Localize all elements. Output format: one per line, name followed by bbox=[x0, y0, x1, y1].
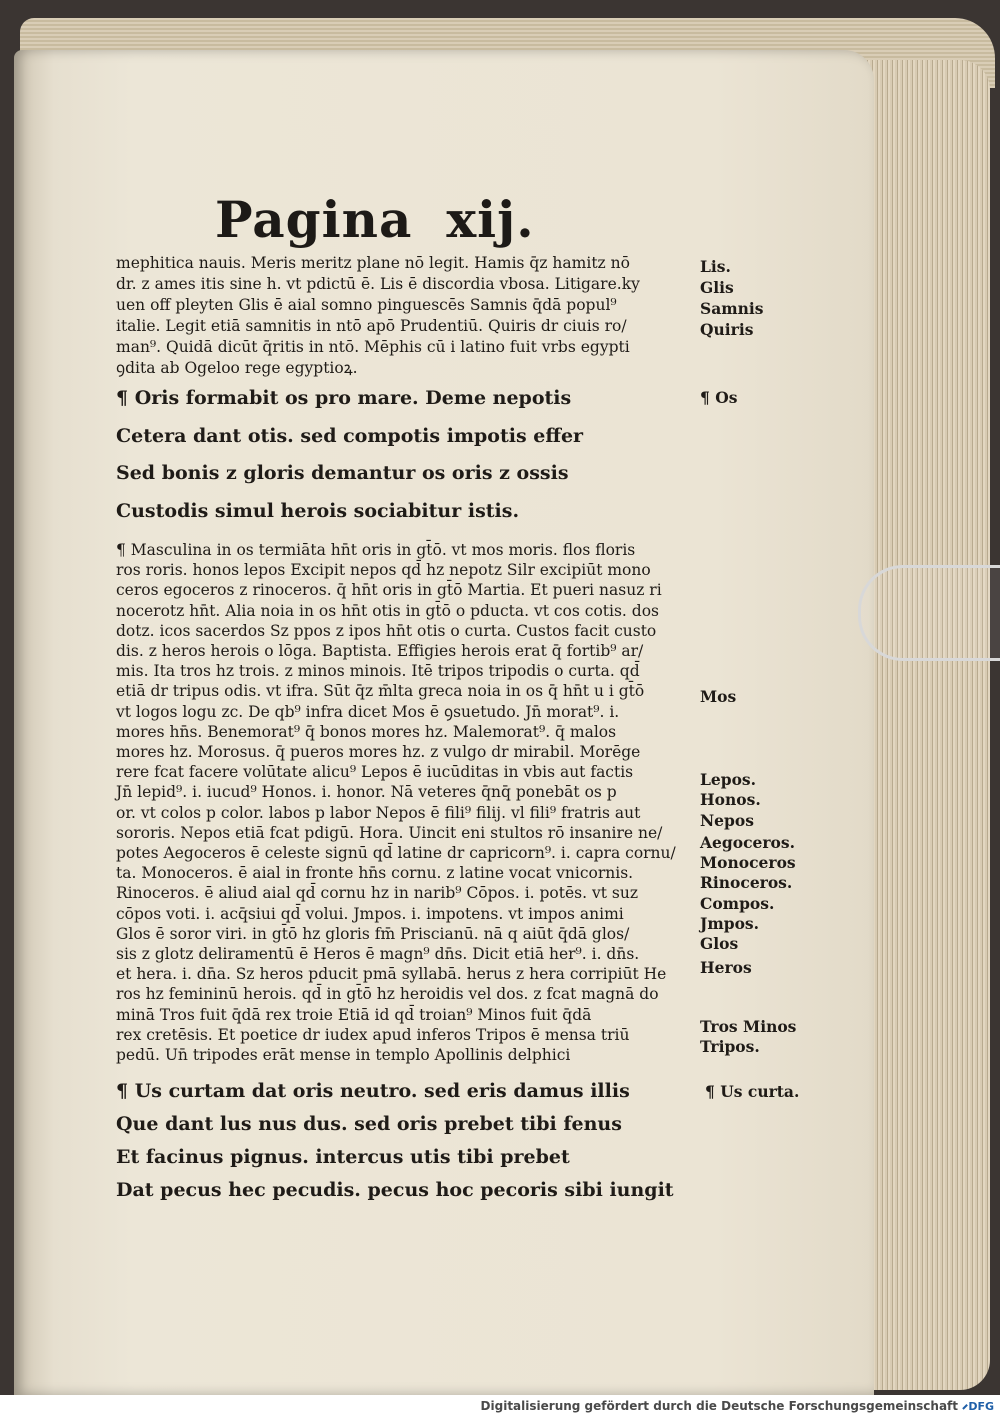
margin-note: Heros bbox=[700, 958, 752, 978]
verse-line: Custodis simul herois sociabitur istis. bbox=[116, 499, 520, 522]
text-line: dotz. icos sacerdos Sz ppos z ipos hn̄t otis o curta. Custos facit custo bbox=[116, 621, 657, 640]
text-line: or. vt colos p color. labos p labor Nepos ē fili⁹ filij. vl fili⁹ fratris aut bbox=[116, 803, 641, 822]
verse-line: Et facinus pignus. intercus utis tibi prebet bbox=[116, 1146, 570, 1168]
verse-line: ¶ Us curtam dat oris neutro. sed eris damus illis bbox=[116, 1080, 630, 1102]
margin-note: Aegoceros. bbox=[700, 832, 795, 852]
text-line: ceros egoceros z rinoceros. q̄ hn̄t oris in gt̄ō Martia. Et pueri nasuz ri bbox=[116, 581, 662, 600]
verse-line: ¶ Oris formabit os pro mare. Deme nepotis bbox=[116, 387, 572, 409]
text-line: mis. Ita tros hz trois. z minos minois. Itē tripos tripodis o curta. qd̄ bbox=[116, 662, 640, 681]
margin-note: Mos bbox=[700, 687, 737, 707]
margin-verse-note-1: ¶ Os bbox=[700, 388, 738, 407]
page-stack-fore-edge bbox=[860, 60, 990, 1390]
margin-note: Quiris bbox=[700, 320, 754, 339]
dfg-logo-icon bbox=[964, 1398, 994, 1415]
dfg-logo-text: DFG bbox=[968, 1400, 994, 1413]
margin-note: Tros Minos bbox=[700, 1016, 797, 1036]
text-line: rex cretēsis. Et poetice dr iudex apud inferos Tripos ē mensa triū bbox=[116, 1025, 630, 1044]
text-line: pedū. Un̄ tripodes erāt mense in templo Apollinis delphici bbox=[116, 1046, 571, 1065]
text-line: vt logos logu zc. De qb⁹ infra dicet Mos ē ꝯsuetudo. Jn̄ morat⁹. i. bbox=[116, 702, 620, 721]
text-line: dr. z ames itis sine h. vt pdictū ē. Lis ē discordia vbosa. Litigare.ky bbox=[116, 275, 640, 294]
text-line: dis. z heros herois o lōga. Baptista. Effigies herois erat q̄ fortib⁹ ar/ bbox=[116, 642, 644, 661]
text-block-2 bbox=[116, 540, 676, 1065]
text-line: ros roris. honos lepos Excipit nepos qd̄ hz nepotz Silr excipiūt mono bbox=[116, 561, 651, 580]
text-line: italie. Legit etiā samnitis in ntō apō Prudentiū. Quiris dr ciuis ro/ bbox=[116, 317, 627, 336]
margin-note: Honos. bbox=[700, 790, 761, 810]
text-line: minā Tros fuit q̄dā rex troie Etiā id qd̄ troian⁹ Minos fuit q̄dā bbox=[116, 1005, 592, 1024]
text-line: ꝯdita ab Ogeloo rege egyptioꝝ. bbox=[116, 359, 358, 378]
margin-note: Tripos. bbox=[700, 1036, 760, 1056]
page-clip bbox=[858, 565, 1000, 661]
text-line: nocerotz hn̄t. Alia noia in os hn̄t otis in gt̄ō o pducta. vt cos cotis. dos bbox=[116, 601, 659, 620]
margin-note: Glos bbox=[700, 933, 739, 953]
verse-line: Dat pecus hec pecudis. pecus hoc pecoris sibi iungit bbox=[116, 1179, 674, 1201]
text-line: uen off pleyten Glis ē aial somno pinguescēs Samnis q̄dā popul⁹ bbox=[116, 296, 617, 315]
margin-verse-note-2: ¶ Us curta. bbox=[705, 1082, 800, 1101]
text-line: Jn̄ lepid⁹. i. iucud⁹ Honos. i. honor. Nā veteres q̄nq̄ ponebāt os p bbox=[116, 783, 617, 802]
text-line: mores hn̄s. Benemorat⁹ q̄ bonos mores hz. Malemorat⁹. q̄ malos bbox=[116, 722, 617, 741]
footer-bar bbox=[0, 1395, 1000, 1419]
verse-line: Sed bonis z gloris demantur os oris z ossis bbox=[116, 462, 569, 484]
verse-line: Que dant lus nus dus. sed oris prebet tibi fenus bbox=[116, 1113, 622, 1135]
text-line: man⁹. Quidā dicūt q̄ritis in ntō. Mēphis cū i latino fuit vrbs egypti bbox=[116, 338, 630, 357]
text-line: sis z glotz deliramentū ē Heros ē magn⁹ dn̄s. Dicit etiā her⁹. i. dn̄s. bbox=[116, 945, 640, 964]
margin-note: Jmpos. bbox=[700, 913, 760, 933]
footer-credit: Digitalisierung gefördert durch die Deutsche Forschungsgemeinschaft bbox=[480, 1399, 958, 1413]
header-page-number: xij. bbox=[446, 190, 535, 249]
verse-block-1 bbox=[116, 380, 583, 530]
text-line: mephitica nauis. Meris meritz plane nō legit. Hamis q̄z hamitz nō bbox=[116, 254, 630, 272]
text-line: ¶ Masculina in os termiāta hn̄t oris in gt̄ō. vt mos moris. flos floris bbox=[116, 541, 636, 559]
margin-note: Nepos bbox=[700, 810, 754, 830]
text-line: Rinoceros. ē aliud aial qd̄ cornu hz in narib⁹ Cōpos. i. potēs. vt suz bbox=[116, 884, 638, 903]
margin-note: Glis bbox=[700, 278, 734, 297]
text-line: mores hz. Morosus. q̄ pueros mores hz. z vulgo dr mirabil. Morēge bbox=[116, 743, 641, 762]
text-line: ta. Monoceros. ē aial in fronte hn̄s cornu. z latine vocat vnicornis. bbox=[116, 864, 634, 883]
dfg-logo-mark bbox=[962, 1404, 968, 1410]
text-line: potes Aegoceros ē celeste signū qd̄ latine dr capricorn⁹. i. capra cornu/ bbox=[116, 844, 676, 863]
text-line: Glos ē soror viri. in gt̄ō hz gloris fm̄ Priscianū. nā q aiūt q̄dā glos/ bbox=[116, 924, 630, 943]
margin-note: Compos. bbox=[700, 893, 775, 913]
margin-note: Monoceros bbox=[700, 853, 796, 873]
text-line: rere fcat facere volūtate alicu⁹ Lepos ē iucūditas in vbis aut factis bbox=[116, 763, 634, 782]
verse-line: Cetera dant otis. sed compotis impotis effer bbox=[116, 424, 584, 447]
text-block-1 bbox=[116, 253, 640, 380]
verse-block-2 bbox=[116, 1075, 674, 1207]
text-line: cōpos voti. i. acq̄siui qd̄ volui. Jmpos. i. impotens. vt impos animi bbox=[116, 904, 624, 923]
page-header bbox=[215, 190, 535, 249]
text-line: sororis. Nepos etiā fcat pdigū. Hora. Uincit eni stultos rō insanire ne/ bbox=[116, 823, 663, 842]
text-line: et hera. i. dn̄a. Sz heros pducit pmā syllabā. herus z hera corripiūt He bbox=[116, 965, 667, 984]
margin-notes-1 bbox=[700, 256, 764, 340]
margin-note: Lepos. bbox=[700, 770, 757, 790]
header-title: Pagina bbox=[215, 190, 413, 249]
margin-note: Lis. bbox=[700, 257, 731, 276]
margin-note: Rinoceros. bbox=[700, 873, 793, 893]
margin-note: Samnis bbox=[700, 299, 764, 318]
text-line: etiā dr tripus odis. vt ifra. Sūt q̄z m̄lta greca noia in os q̄ hn̄t u i gt̄ō bbox=[116, 682, 645, 701]
text-line: ros hz femininū herois. qd̄ in gt̄ō hz heroidis vel dos. z fcat magnā do bbox=[116, 985, 659, 1004]
